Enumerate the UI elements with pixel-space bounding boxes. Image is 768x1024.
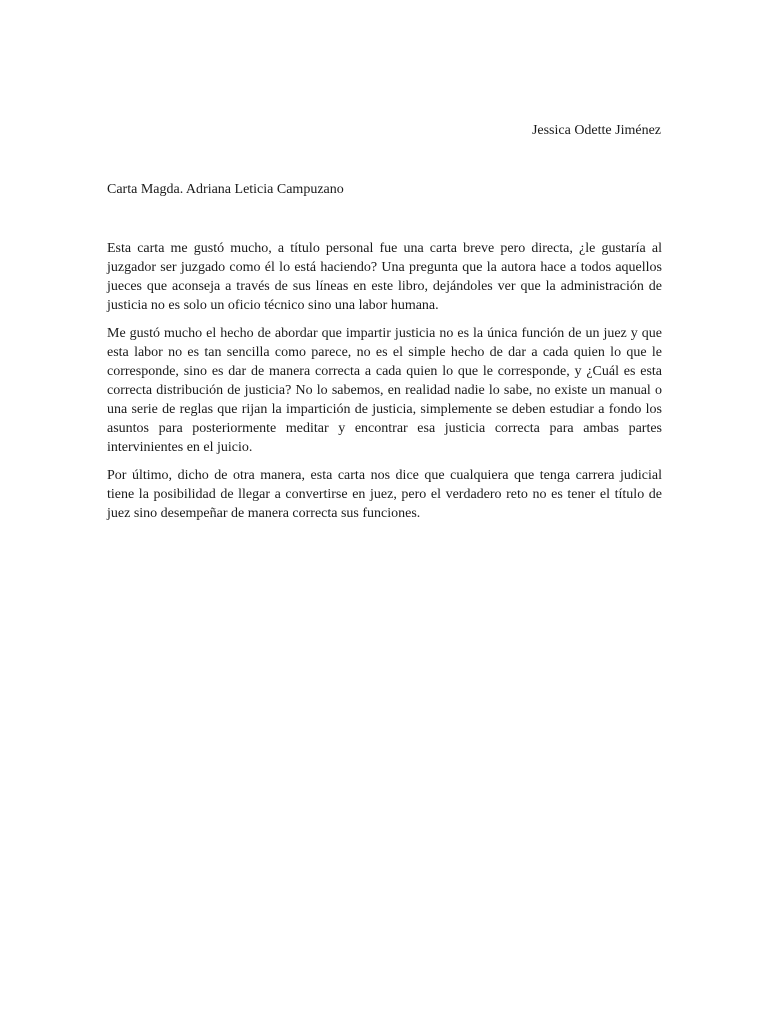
letter-title: Carta Magda. Adriana Leticia Campuzano bbox=[107, 182, 344, 197]
letter-body bbox=[107, 239, 662, 532]
paragraph-3: Por último, dicho de otra manera, esta carta nos dice que cualquiera que tenga carrera judicial tiene la posibilidad de llegar a convertirse en juez, pero el verdadero reto no es tener el título de juez sino desempeñar de manera correcta sus funciones. bbox=[107, 468, 662, 521]
paragraph-1: Esta carta me gustó mucho, a título personal fue una carta breve pero directa, ¿le gustaría al juzgador ser juzgado como él lo está haciendo? Una pregunta que la autora hace a todos aquellos jueces que aconseja a través de sus líneas en este libro, dejándoles ver que la administración de justicia no es solo un oficio técnico sino una labor humana. bbox=[107, 241, 662, 313]
paragraph-2: Me gustó mucho el hecho de abordar que impartir justicia no es la única función de un juez y que esta labor no es tan sencilla como parece, no es el simple hecho de dar a cada quien lo que le corresponde, sino es dar de manera correcta a cada quien lo que le corresponde, y ¿Cuál es esta correcta distribución de justicia? No lo sabemos, en realidad nadie lo sabe, no existe un manual o una serie de reglas que rijan la impartición de justicia, simplemente se deben estudiar a fondo los asuntos para posteriormente meditar y encontrar esa justicia correcta para ambas partes intervinientes en el juicio. bbox=[107, 326, 662, 455]
author-name: Jessica Odette Jiménez bbox=[531, 123, 661, 138]
